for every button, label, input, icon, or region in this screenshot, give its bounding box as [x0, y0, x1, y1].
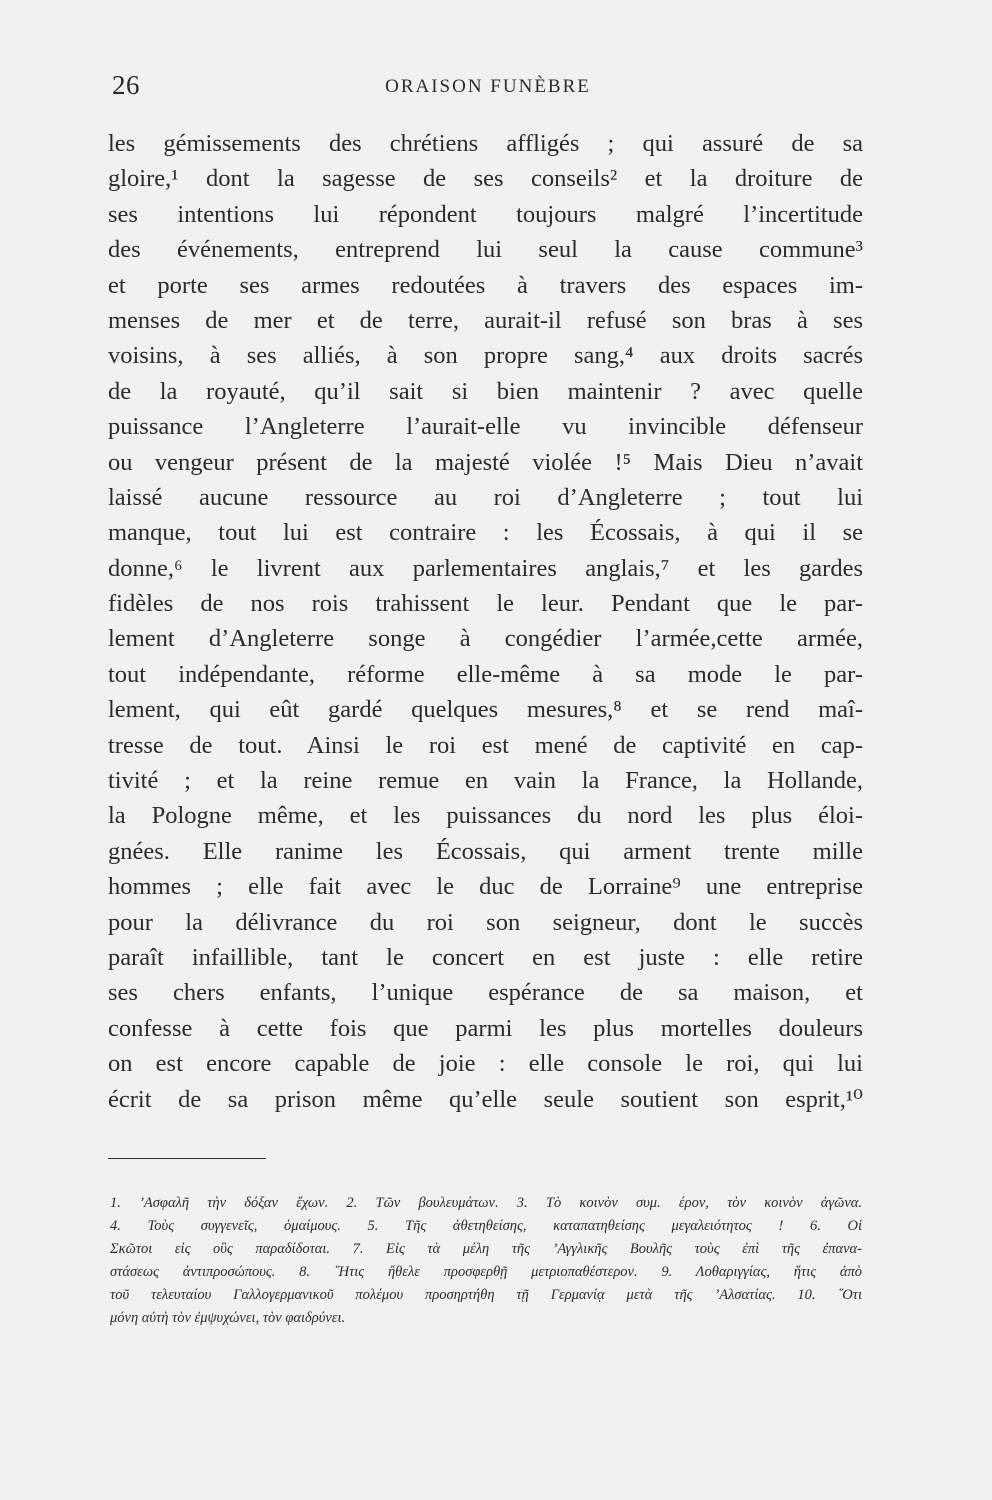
text-line: gloire,¹ dont la sagesse de ses conseils² et la droiture de — [108, 165, 863, 193]
text-line: lement d’Angleterre songe à congédier l’armée,cette armée, — [108, 625, 863, 653]
text-line: ses intentions lui répondent toujours malgré l’incertitude — [108, 200, 863, 228]
text-line: puissance l’Angleterre l’aurait-elle vu invincible défenseur — [108, 413, 863, 441]
text-line: donne,⁶ le livrent aux parlementaires anglais,⁷ et les gardes — [108, 554, 863, 582]
footnote-line: 1. ’Ασφαλῆ τὴν δόξαν ἔχων. 2. Τῶν βουλευμάτων. 3. Τὸ κοινὸν συμ. έρον, τὸν κοινὸν ἀγῶνα. — [110, 1195, 862, 1211]
text-line: la Pologne même, et les puissances du nord les plus éloi- — [108, 802, 863, 830]
text-line: paraît infaillible, tant le concert en est juste : elle retire — [108, 943, 863, 971]
footnote-line: μόνη αὐτὴ τὸν ἐμψυχώνει, τὸν φαιδρύνει. — [110, 1310, 346, 1326]
footnotes — [110, 1192, 862, 1330]
text-line: menses de mer et de terre, aurait-il refusé son bras à ses — [108, 306, 863, 334]
footnote-separator — [108, 1158, 266, 1159]
text-line: hommes ; elle fait avec le duc de Lorraine⁹ une entreprise — [108, 873, 863, 901]
footnote-line: τοῦ τελευταίου Γαλλογερμανικοῦ πολέμου προσηρτήθη τῇ Γερμανίᾳ μετὰ τῆς ’Αλσατίας. 10. ῞Οτι — [110, 1287, 862, 1303]
text-line: lement, qui eût gardé quelques mesures,⁸ et se rend maî- — [108, 696, 863, 724]
text-line: confesse à cette fois que parmi les plus mortelles douleurs — [108, 1014, 863, 1042]
text-line: pour la délivrance du roi son seigneur, dont le succès — [108, 908, 863, 936]
running-head — [108, 64, 868, 104]
running-title: ORAISON FUNÈBRE — [385, 76, 591, 97]
text-line: ou vengeur présent de la majesté violée !⁵ Mais Dieu n’avait — [108, 448, 863, 476]
footnote-line: Σκῶτοι εἰς οὓς παραδίδοται. 7. Εἰς τὰ μέλη τῆς ’Αγγλικῆς Βουλῆς τοὺς ἐπὶ τῆς ἐπανα- — [110, 1241, 862, 1257]
footnote-line: 4. Τοὺς συγγενεῖς, ὁμαίμους. 5. Τῆς ἀθετηθείσης, καταπατηθείσης μεγαλειότητος ! 6. Οἱ — [110, 1218, 862, 1234]
text-line: voisins, à ses alliés, à son propre sang,⁴ aux droits sacrés — [108, 342, 863, 370]
text-line: gnées. Elle ranime les Écossais, qui arment trente mille — [108, 837, 863, 865]
body-text — [108, 126, 863, 1117]
text-line: ses chers enfants, l’unique espérance de sa maison, et — [108, 979, 863, 1007]
text-line: manque, tout lui est contraire : les Écossais, à qui il se — [108, 519, 863, 547]
text-line: de la royauté, qu’il sait si bien maintenir ? avec quelle — [108, 377, 863, 405]
text-line: écrit de sa prison même qu’elle seule soutient son esprit,¹⁰ — [108, 1085, 863, 1113]
page-number: 26 — [112, 70, 140, 100]
text-line: on est encore capable de joie : elle console le roi, qui lui — [108, 1050, 863, 1078]
text-line: tout indépendante, réforme elle-même à sa mode le par- — [108, 660, 863, 688]
footnote-line: στάσεως ἀντιπροσώπους. 8. ῞Ητις ἤθελε προσφερθῇ μετριοπαθέστερον. 9. Λοθαριγγίας, ἥτις ἀπὸ — [110, 1264, 862, 1280]
text-line: tivité ; et la reine remue en vain la France, la Hollande, — [108, 767, 863, 795]
text-line: fidèles de nos rois trahissent le leur. Pendant que le par- — [108, 590, 863, 618]
text-line: les gémissements des chrétiens affligés ; qui assuré de sa — [108, 130, 863, 157]
text-line: des événements, entreprend lui seul la cause commune³ — [108, 236, 863, 264]
text-line: laissé aucune ressource au roi d’Angleterre ; tout lui — [108, 483, 863, 511]
text-line: et porte ses armes redoutées à travers des espaces im- — [108, 271, 863, 299]
text-line: tresse de tout. Ainsi le roi est mené de captivité en cap- — [108, 731, 863, 759]
